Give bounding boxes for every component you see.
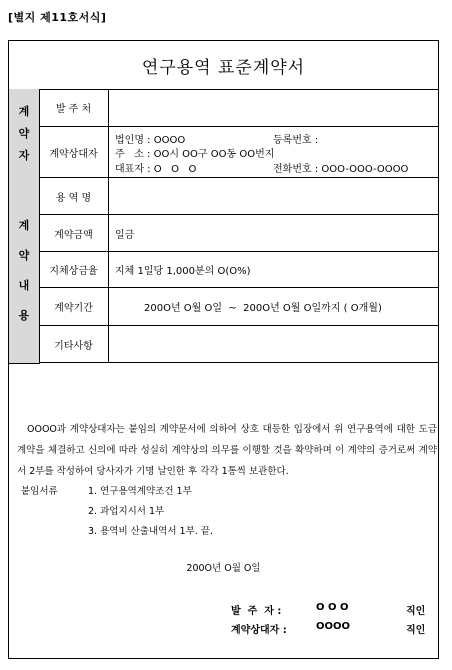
attachment-item: 3. 용역비 산출내역서 1부. 끝.	[88, 526, 213, 537]
corp-name: 법인명 : OOOO	[115, 135, 186, 146]
section-char: 약	[18, 248, 30, 262]
form-number: [별지 제11호서식]	[8, 11, 107, 24]
attachment-item: 2. 과업지시서 1부	[88, 506, 165, 517]
service-name-label: 용 역 명	[39, 178, 109, 215]
contractor-value	[109, 127, 438, 178]
attachment-item: 1. 연구용역계약조건 1부	[88, 486, 192, 497]
signature-seal: 직인	[406, 625, 426, 636]
penalty-label: 지체상금율	[39, 252, 109, 288]
section-char: 계	[18, 104, 30, 118]
section-char: 계	[18, 218, 30, 232]
signature-seal: 직인	[406, 606, 426, 617]
amount-label: 계약금액	[39, 215, 109, 252]
contract-body	[17, 419, 437, 482]
period-label: 계약기간	[39, 288, 109, 326]
address: 주 소 : OO시 OO구 OO동 OO번지	[115, 149, 275, 160]
title-box	[9, 41, 438, 90]
client-value	[109, 89, 438, 127]
section-content-label	[9, 178, 40, 364]
section-contractor-label	[9, 89, 40, 179]
penalty-value: 지체 1일당 1,000분의 O(O%)	[109, 252, 438, 288]
signature-role: 계약상대자 :	[231, 625, 287, 636]
contract-form	[8, 40, 439, 659]
attachments-label: 붙임서류	[21, 486, 58, 497]
signature-name: O O O	[316, 602, 349, 613]
section-char: 용	[18, 308, 30, 322]
other-value	[109, 326, 438, 363]
section-char: 약	[18, 126, 30, 140]
service-name-value	[109, 178, 438, 215]
signature-role: 발 주 자 :	[231, 606, 282, 617]
other-label: 기타사항	[39, 326, 109, 363]
page-title: 연구용역 표준계약서	[141, 58, 306, 78]
body-text: OOOO과 계약상대자는 붙임의 계약문서에 의하여 상호 대등한 입장에서 위 연구용역에 대한 도급계약을 체결하고 신의에 따라 성실히 계약상의 의무를 이행할 것을 확약하며 이 계약의 증거로써 계약서 2부를 작성하여 당사자가 기명 날인한 후 각각 1통씩 보관한다.	[17, 424, 437, 477]
period-value: 200O년 O월 O일 ~ 200O년 O월 O일까지 ( O개월)	[109, 288, 438, 326]
section-char: 내	[18, 278, 30, 292]
client-label: 발 주 처	[39, 89, 109, 127]
representative: 대표자 : O O O	[115, 164, 197, 175]
contractor-label: 계약상대자	[39, 127, 109, 178]
reg-number: 등록번호 :	[273, 135, 319, 146]
amount-value: 일금	[109, 215, 438, 252]
section-char: 자	[18, 148, 30, 162]
contract-date: 200O년 O월 O일	[186, 563, 261, 574]
phone-number: 전화번호 : OOO-OOO-OOOO	[273, 164, 409, 175]
signature-name: OOOO	[316, 621, 351, 632]
